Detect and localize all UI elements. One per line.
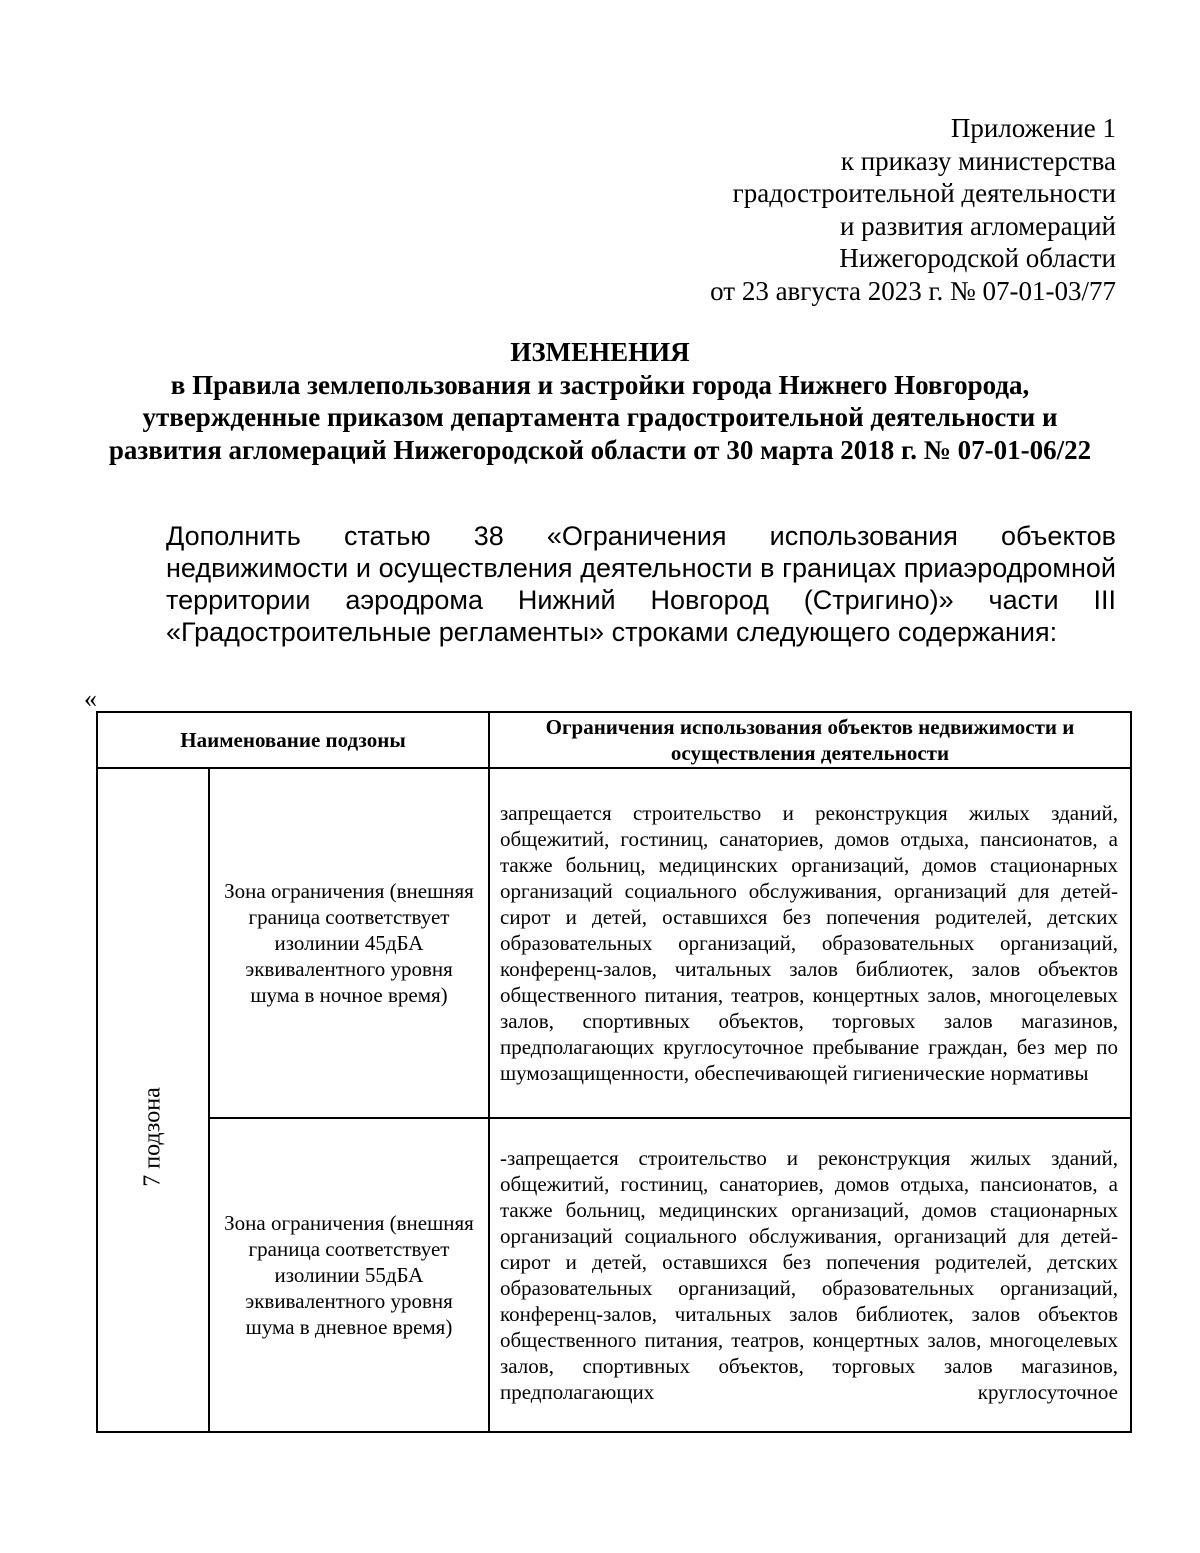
restriction-cell: запрещается строительство и реконструкция жилых зданий, общежитий, гостиниц, санаториев, домов отдыха, пансионатов, а также больниц, медицинских организаций, домов стационарных организаций социального обслуживания, организаций для детей-сирот и детей, оставшихся без попечения родителей, детских образовательных организаций, образовательных организаций, конференц-залов, читальных залов библиотек, залов объектов общественного питания, театров, концертных залов, многоцелевых залов, спортивных объектов, торговых залов магазинов, предполагающих круглосуточное пребывание граждан, без мер по шумозащищенности, обеспечивающей гигиенические нормативы	[489, 768, 1131, 1118]
appendix-line: от 23 августа 2023 г. № 07-01-03/77	[710, 275, 1116, 306]
restrictions-table	[96, 711, 1132, 1433]
appendix-line: к приказу министерства	[840, 145, 1116, 176]
appendix-line: градостроительной деятельности	[732, 178, 1116, 208]
table-row	[97, 768, 1131, 1118]
zone-name-cell: Зона ограничения (внешняя граница соответствует изолинии 45дБА эквивалентного уровня шума в ночное время)	[209, 768, 489, 1118]
opening-quote: «	[84, 684, 97, 713]
subzone-label: 7 подзона	[139, 1087, 166, 1187]
header-subzone-name: Наименование подзоны	[97, 712, 489, 768]
header-restrictions: Ограничения использования объектов недвижимости и осуществления деятельности	[489, 712, 1131, 768]
appendix-line: Нижегородской области	[839, 243, 1116, 273]
document-title	[100, 336, 1100, 466]
appendix-block	[710, 112, 1116, 307]
restriction-cell: -запрещается строительство и реконструкция жилых зданий, общежитий, гостиниц, санаториев, домов отдыха, пансионатов, а также больниц, медицинских организаций, домов стационарных организаций социального обслуживания, организаций для детей-сирот и детей, оставшихся без попечения родителей, детских образовательных организаций, образовательных организаций, конференц-залов, читальных залов библиотек, залов объектов общественного питания, театров, концертных залов, многоцелевых залов, спортивных объектов, торговых залов магазинов, предполагающих круглосуточное	[489, 1118, 1131, 1432]
body-paragraph: Дополнить статью 38 «Ограничения использования объектов недвижимости и осуществления деятельности в границах приаэродромной территории аэродрома Нижний Новгород (Стригино)» части III «Градостроительные регламенты» строками следующего содержания:	[166, 521, 1116, 647]
appendix-line: Приложение 1	[950, 113, 1116, 143]
appendix-line: и развития агломераций	[839, 210, 1116, 241]
table-header-row	[97, 712, 1131, 768]
title-heading: ИЗМЕНЕНИЯ	[510, 337, 690, 367]
table-row	[97, 1118, 1131, 1432]
title-subtitle: в Правила землепользования и застройки города Нижнего Новгорода, утвержденные приказом департамента градостроительной деятельности и развития агломераций Нижегородской области от 30 марта 2018 г. № 07-01-06/22	[108, 369, 1092, 465]
zone-name-cell: Зона ограничения (внешняя граница соответствует изолинии 55дБА эквивалентного уровня шума в дневное время)	[209, 1118, 489, 1432]
subzone-cell	[97, 768, 209, 1432]
